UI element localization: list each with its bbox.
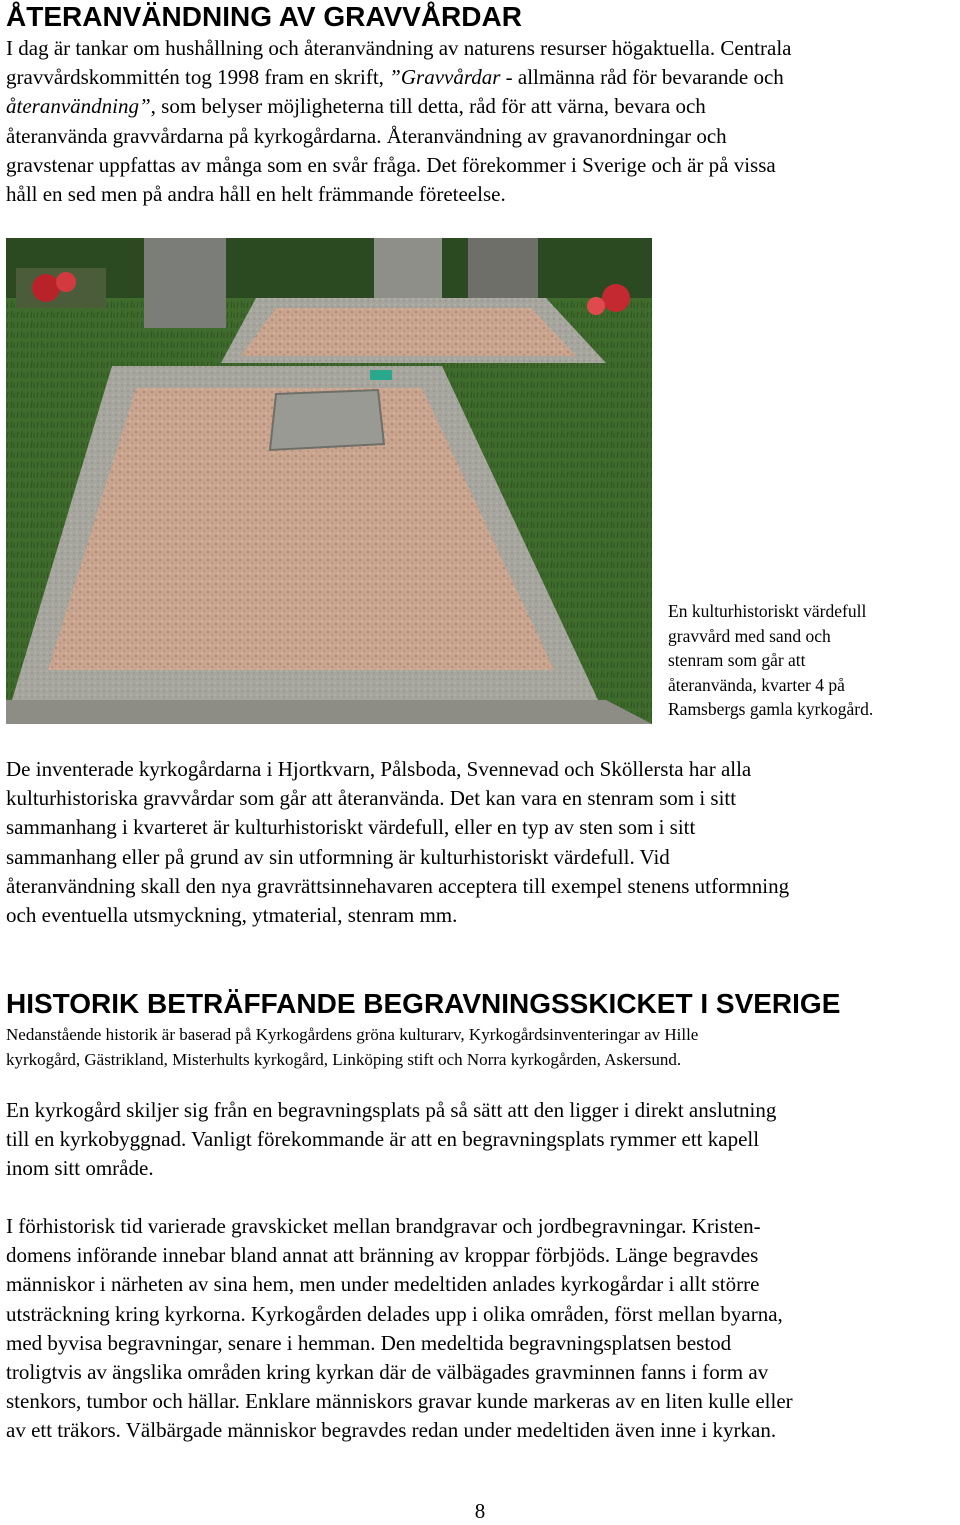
text-line: inom sitt område. (6, 1156, 154, 1181)
publication-title: ”Gravvårdar (389, 65, 501, 90)
text-line: stenkors, tumbor och hällar. Enklare människors gravar kunde markeras av en liten kulle eller (6, 1389, 793, 1414)
caption-line: Ramsbergs gamla kyrkogård. (668, 699, 874, 719)
heading-historik: HISTORIK BETRÄFFANDE BEGRAVNINGSSKICKET I SVERIGE (6, 988, 841, 1019)
intro-paragraph (6, 34, 956, 209)
text-line: gravstenar uppfattas av många som en svår fråga. Det förekommer i Sverige och är på vissa (6, 152, 776, 177)
grave-plaque (270, 390, 384, 450)
text-line: I förhistorisk tid varierade gravskicket mellan brandgravar och jordbegravningar. Kristen- (6, 1214, 761, 1238)
caption-line: återanvända, kvarter 4 på (668, 674, 845, 695)
flowers-left (32, 274, 60, 302)
caption-line: En kulturhistoriskt värdefull (668, 601, 867, 621)
flowers-right (602, 284, 630, 312)
heading-ateranvandning: ÅTERANVÄNDNING AV GRAVVÅRDAR (6, 1, 522, 32)
definition-paragraph (6, 1096, 956, 1184)
source-note (6, 1022, 956, 1072)
text-line: utsträckning kring kyrkorna. Kyrkogården delades upp i olika områden, först mellan byarna, (6, 1301, 783, 1326)
inventory-paragraph (6, 755, 956, 930)
page-number: 8 (474, 1499, 486, 1523)
grave-photo (6, 238, 652, 724)
photo-caption (668, 599, 958, 722)
text-line: återanvända gravvårdarna på kyrkogårdarna. Återanvändning av gravanordningar och (6, 123, 727, 148)
caption-line: gravvård med sand och (668, 625, 831, 646)
text-line: och eventuella utsmyckning, ytmaterial, stenram mm. (6, 903, 458, 928)
text-line: troligtvis av ängslika områden kring kyrkan där de välbägades gravminnen fanns i form av (6, 1360, 769, 1385)
text-line: med byvisa begravningar, senare i hemman. Den medeltida begravningsplatsen bestod (6, 1330, 732, 1355)
history-paragraph (6, 1212, 956, 1446)
text-line: gravvårdskommittén tog 1998 fram en skrift, ”Gravvårdar - allmänna råd för bevarande och (6, 65, 784, 90)
publication-title-cont: återanvändning” (6, 94, 151, 119)
caption-line: stenram som går att (668, 650, 806, 670)
text-line: En kyrkogård skiljer sig från en begravningsplats på så sätt att den ligger i direkt anslutning (6, 1098, 777, 1122)
text-line: återanvändning skall den nya gravrättsinnehavaren acceptera till exempel stenens utformning (6, 873, 790, 898)
text-line: De inventerade kyrkogårdarna i Hjortkvarn, Pålsboda, Svennevad och Sköllersta har alla (6, 757, 752, 781)
headstone-back-left (144, 238, 226, 328)
text-line: kulturhistoriska gravvårdar som går att återanvända. Det kan vara en stenram som i sitt (6, 786, 737, 811)
text-line: sammanhang i kvarteret är kulturhistoriskt värdefull, eller en typ av sten som i sitt (6, 815, 696, 840)
text-line: sammanhang eller på grund av sin utformning är kulturhistoriskt värdefull. Vid (6, 844, 670, 869)
text-line: I dag är tankar om hushållning och återanvändning av naturens resurser högaktuella. Centrala (6, 36, 792, 60)
text-line: återanvändning”, som belyser möjligheterna till detta, råd för att värna, bevara och (6, 94, 706, 119)
text-line: till en kyrkobyggnad. Vanligt förekommande är att en begravningsplats rymmer ett kapell (6, 1127, 760, 1152)
text-line: av ett träkors. Välbärgade människor begravdes redan under medeltiden även inne i kyrkan. (6, 1418, 777, 1443)
text-line: håll en sed men på andra håll en helt främmande företeelse. (6, 182, 506, 207)
text-line: människor i närheten av sina hem, men under medeltiden anlades kyrkogårdar i allt större (6, 1272, 760, 1297)
text-line: kyrkogård, Gästrikland, Misterhults kyrkogård, Linköping stift och Norra kyrkogården, Askersund. (6, 1050, 682, 1069)
text-line: Nedanstående historik är baserad på Kyrkogårdens gröna kulturarv, Kyrkogårdsinventeringar av Hille (6, 1025, 699, 1044)
text-line: domens införande innebar bland annat att bränning av kroppar förbjöds. Länge begravdes (6, 1243, 759, 1268)
